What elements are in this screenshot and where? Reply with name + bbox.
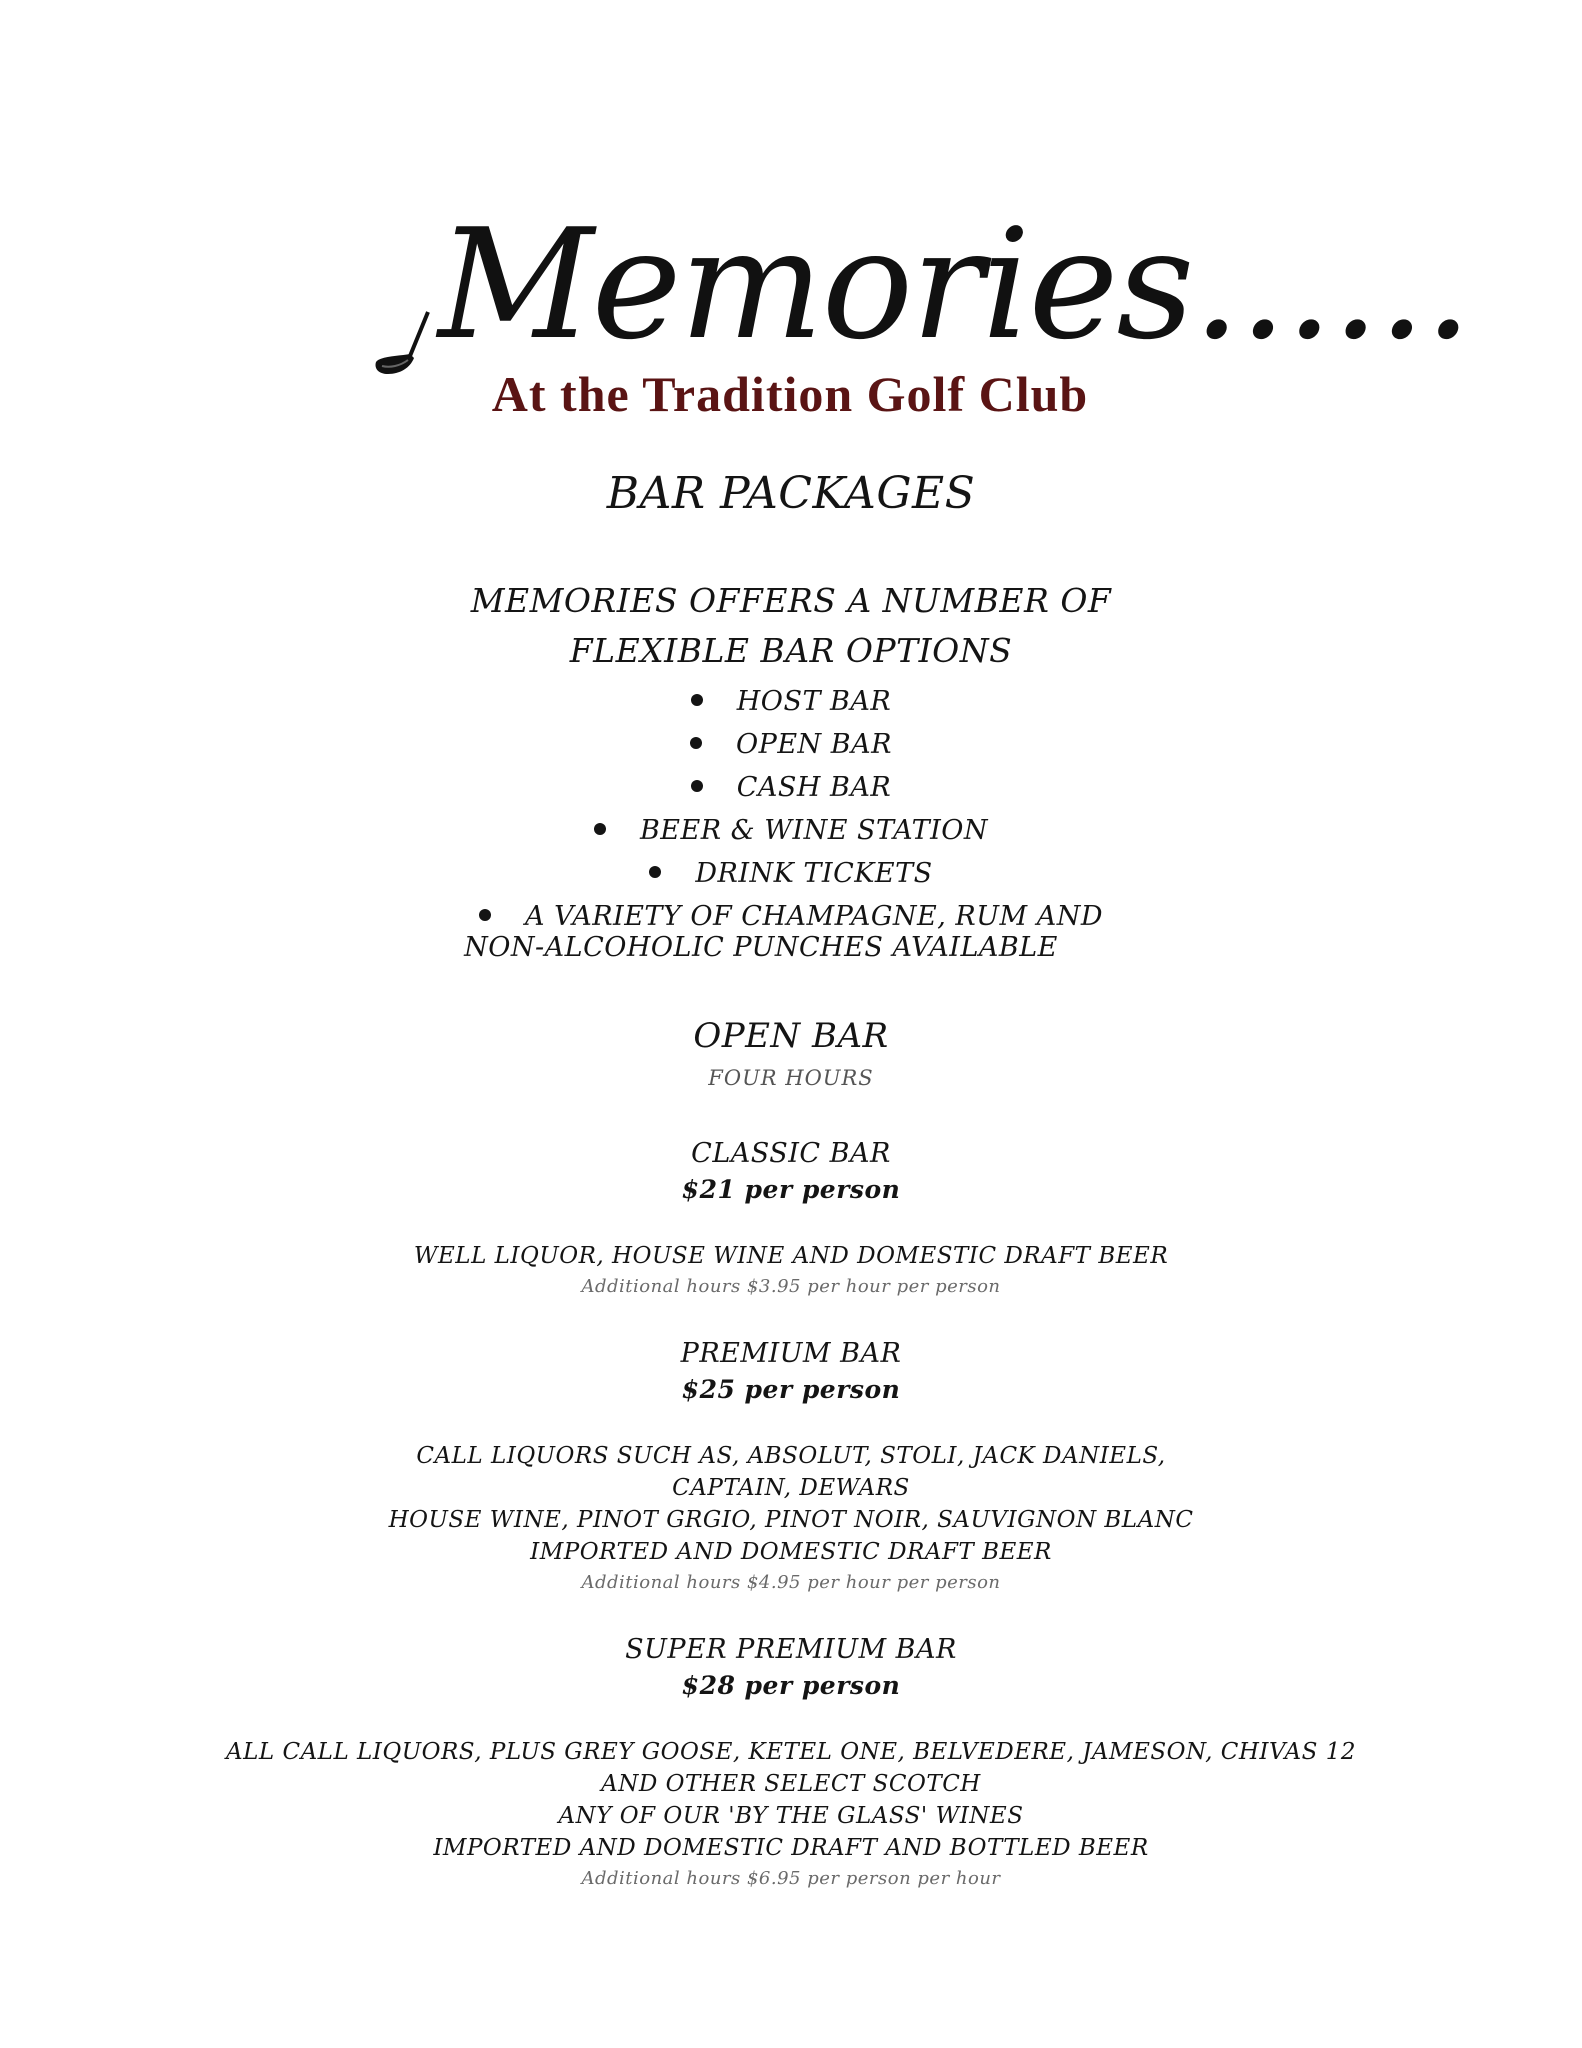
list-item: CASH BAR bbox=[0, 766, 1582, 809]
classic-bar-price: $21 per person bbox=[681, 1175, 901, 1204]
bullet-icon bbox=[691, 694, 703, 706]
classic-bar-name: CLASSIC BAR bbox=[691, 1138, 891, 1169]
open-bar-duration: FOUR HOURS bbox=[708, 1066, 874, 1090]
list-item: OPEN BAR bbox=[0, 723, 1582, 766]
premium-bar-line-1: CALL LIQUORS SUCH AS, ABSOLUT, STOLI, JACK DANIELS, bbox=[416, 1443, 1166, 1469]
super-premium-bar-line-3: ANY OF OUR 'BY THE GLASS' WINES bbox=[558, 1803, 1024, 1829]
super-premium-bar-line-2: AND OTHER SELECT SCOTCH bbox=[601, 1771, 981, 1797]
bar-options-list bbox=[0, 680, 1582, 938]
premium-bar-line-2: CAPTAIN, DEWARS bbox=[672, 1475, 910, 1501]
premium-bar-additional: Additional hours $4.95 per hour per person bbox=[581, 1572, 1001, 1593]
options-continuation: NON-ALCOHOLIC PUNCHES AVAILABLE bbox=[464, 932, 1058, 963]
bullet-icon bbox=[594, 823, 606, 835]
intro-line-2: FLEXIBLE BAR OPTIONS bbox=[569, 631, 1013, 670]
super-premium-bar-line-1: ALL CALL LIQUORS, PLUS GREY GOOSE, KETEL ONE, BELVEDERE, JAMESON, CHIVAS 12 bbox=[226, 1739, 1356, 1765]
premium-bar-line-3: HOUSE WINE, PINOT GRGIO, PINOT NOIR, SAUVIGNON BLANC bbox=[388, 1507, 1194, 1533]
super-premium-bar-additional: Additional hours $6.95 per person per hour bbox=[581, 1868, 1001, 1889]
memories-logo bbox=[360, 196, 1471, 422]
intro-line-1: MEMORIES OFFERS A NUMBER OF bbox=[470, 581, 1112, 620]
super-premium-bar-price: $28 per person bbox=[681, 1671, 901, 1700]
super-premium-bar-name: SUPER PREMIUM BAR bbox=[625, 1634, 957, 1665]
list-item: A VARIETY OF CHAMPAGNE, RUM AND bbox=[0, 895, 1582, 938]
premium-bar-name: PREMIUM BAR bbox=[680, 1338, 902, 1369]
list-item: BEER & WINE STATION bbox=[0, 809, 1582, 852]
page-title: BAR PACKAGES bbox=[606, 468, 976, 519]
bullet-icon bbox=[479, 909, 491, 921]
logo-club-name: At the Tradition Golf Club bbox=[491, 366, 1089, 422]
classic-bar-line-1: WELL LIQUOR, HOUSE WINE AND DOMESTIC DRAFT BEER bbox=[413, 1243, 1169, 1269]
premium-bar-price: $25 per person bbox=[681, 1375, 901, 1404]
super-premium-bar-line-4: IMPORTED AND DOMESTIC DRAFT AND BOTTLED BEER bbox=[433, 1835, 1149, 1861]
logo-script-text: Memories...... bbox=[438, 196, 1471, 373]
list-item: DRINK TICKETS bbox=[0, 852, 1582, 895]
classic-bar-additional: Additional hours $3.95 per hour per person bbox=[581, 1276, 1001, 1297]
bullet-icon bbox=[649, 866, 661, 878]
premium-bar-line-4: IMPORTED AND DOMESTIC DRAFT BEER bbox=[530, 1539, 1052, 1565]
bullet-icon bbox=[691, 780, 703, 792]
open-bar-heading: OPEN BAR bbox=[693, 1016, 889, 1056]
list-item: HOST BAR bbox=[0, 680, 1582, 723]
bullet-icon bbox=[690, 737, 702, 749]
